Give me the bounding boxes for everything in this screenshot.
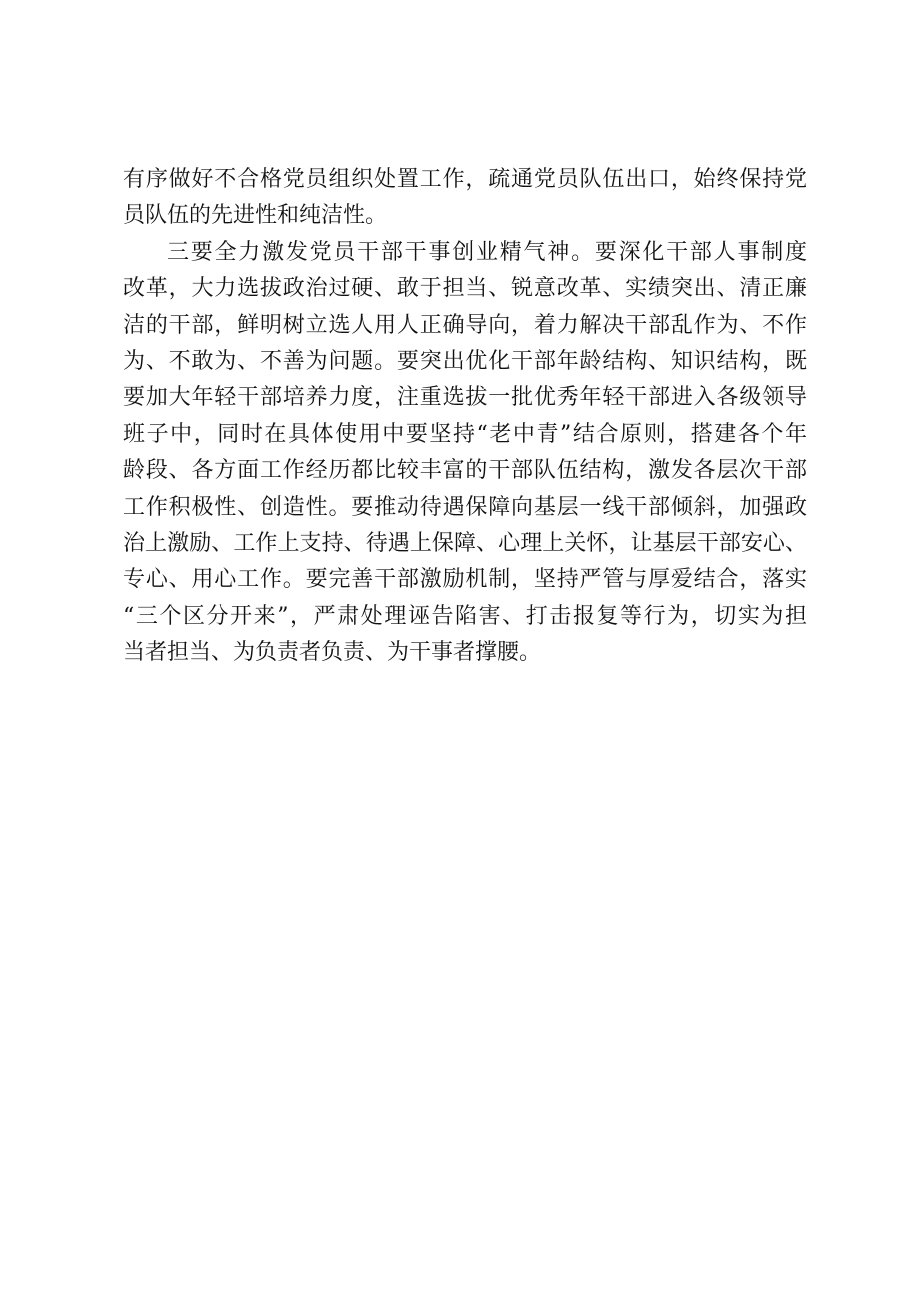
paragraph-line: 员队伍的先进性和纯洁性。 bbox=[123, 203, 388, 229]
paragraph-line: “三个区分开来”，严肃处理诬告陷害、打击报复等行为，切实为担 bbox=[123, 603, 807, 629]
paragraph-line: 为、不敢为、不善为问题。要突出优化干部年龄结构、知识结构，既 bbox=[123, 348, 807, 374]
paragraph-line: 治上激励、工作上支持、待遇上保障、心理上关怀，让基层干部安心、 bbox=[123, 530, 807, 556]
paragraph-2 bbox=[123, 235, 807, 672]
paragraph-line: 班子中，同时在具体使用中要坚持“老中青”结合原则，搭建各个年 bbox=[123, 421, 807, 447]
paragraph-1 bbox=[123, 162, 807, 235]
paragraph-line: 当者担当、为负责者负责、为干事者撑腰。 bbox=[123, 640, 542, 666]
paragraph-line: 龄段、各方面工作经历都比较丰富的干部队伍结构，激发各层次干部 bbox=[123, 458, 807, 484]
paragraph-line: 工作积极性、创造性。要推动待遇保障向基层一线干部倾斜，加强政 bbox=[123, 494, 807, 520]
document-body bbox=[123, 162, 807, 671]
paragraph-line: 洁的干部，鲜明树立选人用人正确导向，着力解决干部乱作为、不作 bbox=[123, 312, 807, 338]
paragraph-line: 专心、用心工作。要完善干部激励机制，坚持严管与厚爱结合，落实 bbox=[123, 567, 807, 593]
paragraph-line: 改革，大力选拔政治过硬、敢于担当、锐意改革、实绩突出、清正廉 bbox=[123, 276, 807, 302]
paragraph-line: 有序做好不合格党员组织处置工作，疏通党员队伍出口，始终保持党 bbox=[123, 167, 807, 192]
paragraph-line: 三要全力激发党员干部干事创业精气神。要深化干部人事制度 bbox=[167, 239, 807, 265]
paragraph-line: 要加大年轻干部培养力度，注重选拔一批优秀年轻干部进入各级领导 bbox=[123, 385, 807, 411]
